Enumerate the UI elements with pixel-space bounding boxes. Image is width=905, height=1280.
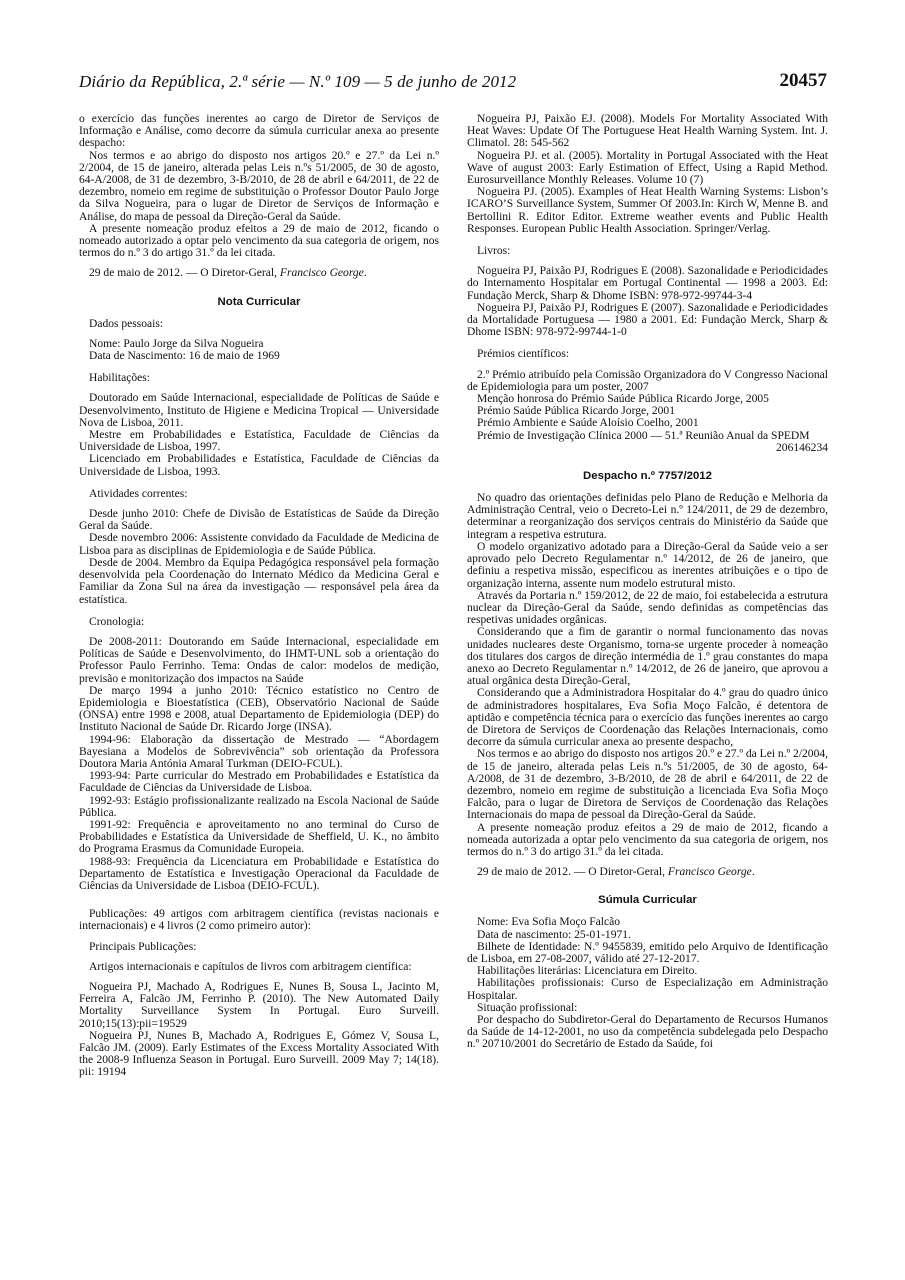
- cronologia-item: 1994-96: Elaboração da dissertação de Mestrado — “Abordagem Bayesiana a Modelos de Sobrevivência” sob orientação da Professora Doutora Maria Antónia Amaral Turkman (DEIO-FCUL).: [79, 733, 439, 770]
- despacho-paragraph: Nos termos e ao abrigo do disposto nos artigos 20.º e 27.º da Lei n.º 2/2004, de 15 de janeiro, alterada pelas Leis n.ºs 51/2005, de 30 de agosto, 64-A/2008, de 31 de dezembro, 3-B/2010, de 28 de abril e 64/2011, de 22 de dezembro, nomeio em regime de substituição a licenciada Eva Sofia Moço Falcão, para o lugar de Diretora de Serviços de Coordenação das Relações Internacionais do mapa de pessoal da Direção-Geral da Saúde.: [467, 748, 829, 822]
- premio-item: Menção honrosa do Prémio Saúde Pública Ricardo Jorge, 2005: [477, 393, 769, 406]
- atividade-item: Desde junho 2010: Chefe de Divisão de Estatísticas de Saúde da Direção Geral da Saúde.: [79, 508, 439, 533]
- sumula-item: Por despacho do Subdiretor-Geral do Departamento de Recursos Humanos da Saúde de 14-12-2001, no uso da competência subdelegada pelo Despacho n.º 20710/2001 do Secretário de Estado da Saúde, foi: [467, 1014, 828, 1051]
- signature-date: 29 de maio de 2012. — O Diretor-Geral,: [477, 866, 668, 879]
- cronologia-label: Cronologia:: [89, 615, 145, 628]
- premios-label: Prémios científicos:: [477, 348, 570, 361]
- cronologia-item: De março 1994 a junho 2010: Técnico estatístico no Centro de Epidemiologia e Bioestatística (CEB), Observatório Nacional de Saúde (ONSA) entre 1998 e 2008, atual Departamento de Epidemiologia (DEP) do Instituto Nacional de Saúde Dr. Ricardo Jorge (INSA).: [79, 684, 439, 734]
- habilitacao-item: Mestre em Probabilidades e Estatística, Faculdade de Ciências da Universidade de Lisboa, 1997.: [79, 429, 439, 454]
- sumula-item: Data de nascimento: 25-01-1971.: [477, 928, 631, 941]
- sumula-item: Nome: Eva Sofia Moço Falcão: [477, 916, 621, 929]
- sumula-heading: Súmula Curricular: [598, 894, 697, 907]
- atividades-label: Atividades correntes:: [89, 487, 188, 500]
- cronologia-item: De 2008-2011: Doutorando em Saúde Internacional, especialidade em Políticas de Saúde e Desenvolvimento, do IHMT-UNL sob a orientação do Professor Paulo Ferrinho. Tema: Ondas de calor: modelos de medição, previsão e monitorização dos impactos na Saúde: [79, 635, 439, 685]
- nota-curricular-heading: Nota Curricular: [217, 295, 301, 308]
- intro-paragraph: o exercício das funções inerentes ao cargo de Diretor de Serviços de Informação e Análise, como decorre da súmula curricular anexa ao presente despacho:: [79, 113, 439, 150]
- journal-title: Diário da República, 2.ª série — N.º 109 — 5 de junho de 2012: [79, 72, 517, 91]
- data-nascimento: Data de Nascimento: 16 de maio de 1969: [89, 350, 280, 363]
- artigo-item: Nogueira PJ. et al. (2005). Mortality in Portugal Associated with the Heat Wave of august 2003: Early Estimation of Effect, Using a Rapid Method. Eurosurveillance Monthly Releases. Volume 10 (7): [467, 149, 828, 187]
- cronologia-item: 1988-93: Frequência da Licenciatura em Probabilidade e Estatística do Departamento de Estatística e Investigação Operacional da Faculdade de Ciências da Universidade de Lisboa (DEIO-FCUL).: [79, 855, 439, 892]
- despacho-paragraph: Considerando que a Administradora Hospitalar do 4.º grau do quadro único de administradores hospitalares, Eva Sofia Moço Falcão, é detentora de aptidão e competência técnica para o exercício das funções inerentes ao cargo de Diretora de Serviços de Coordenação das Relações Internacionais, como decorre da súmula curricular anexa ao presente despacho,: [467, 687, 828, 749]
- reference-code: 206146234: [776, 441, 828, 454]
- artigo-item: Nogueira PJ, Paixão EJ. (2008). Models For Mortality Associated With Heat Waves: Update Of The Portuguese Heat Health Warning System. Int. J. Climatol. 28: 545-562: [467, 113, 828, 150]
- left-column: [79, 113, 439, 1079]
- artigo-item: Nogueira PJ. (2005). Examples of Heat Health Warning Systems: Lisbon’s ICARO’S Surveillance System, Summer Of 2003.In: Kirch W, Menne B. and Bertollini R. Editor Editor. Extreme weather events and Public Health Responses. European Public Health Association. Springer/Verlag.: [467, 186, 828, 235]
- sumula-item: Habilitações profissionais: Curso de Especialização em Administração Hospitalar.: [467, 977, 828, 1002]
- habilitacoes-label: Habilitações:: [89, 372, 150, 385]
- nome: Nome: Paulo Jorge da Silva Nogueira: [89, 337, 264, 350]
- right-column: [467, 113, 828, 1051]
- despacho-heading: Despacho n.º 7757/2012: [583, 470, 712, 483]
- cronologia-item: 1992-93: Estágio profissionalizante realizado na Escola Nacional de Saúde Pública.: [79, 794, 439, 819]
- despacho-paragraph: O modelo organizativo adotado para a Direção-Geral da Saúde veio a ser aprovado pelo Decreto Regulamentar n.º 14/2012, de 26 de janeiro, que definiu a respetiva missão, especificou as inerentes atribuições e o tipo de organização interna, assente num modelo estrutural misto.: [467, 540, 828, 590]
- signature-line: [467, 866, 828, 878]
- habilitacao-item: Doutorado em Saúde Internacional, especialidade de Políticas de Saúde e Desenvolvimento, Instituto de Higiene e Medicina Tropical — Universidade Nova de Lisboa, 2011.: [79, 392, 439, 429]
- artigo-item: Nogueira PJ, Nunes B, Machado A, Rodrigues E, Gómez V, Sousa L, Falcão JM. (2009). Early Estimates of the Excess Mortality Associated With the 2008-9 Influenza Season in Portugal. Euro Surveill. 2009 May 7; 14(18). pii: 19194: [79, 1029, 439, 1079]
- dados-label: Dados pessoais:: [89, 317, 164, 330]
- signatory-name: Francisco George: [279, 267, 364, 280]
- sumula-item: Situação profissional:: [477, 1001, 578, 1014]
- signature-date: 29 de maio de 2012. — O Diretor-Geral,: [89, 267, 280, 280]
- cronologia-item: 1993-94: Parte curricular do Mestrado em Probabilidades e Estatística da Faculdade de Ciências da Universidade de Lisboa.: [79, 770, 439, 795]
- page-number: 20457: [779, 70, 827, 91]
- despacho-paragraph: No quadro das orientações definidas pelo Plano de Redução e Melhoria da Administração Central, veio o Decreto-Lei n.º 124/2011, de 29 de dezembro, determinar a reorganização dos serviços centrais do Ministério da Saúde que integram a respetiva estrutura.: [467, 492, 828, 541]
- signature-end: .: [751, 866, 755, 879]
- signature-line: [79, 267, 439, 279]
- cronologia-item: 1991-92: Frequência e aproveitamento no ano terminal do Curso de Probabilidades e Estatística da Universidade de Sheffield, U. K., no âmbito do Programa Erasmus da Comunidade Europeia.: [79, 818, 439, 856]
- livro-item: Nogueira PJ, Paixão PJ, Rodrigues E (2007). Sazonalidade e Periodicidades da Mortalidade Portuguesa — 1980 a 2001. Ed: Fundação Merck, Sharp & Dhome ISBN: 978-972-99744-1-0: [467, 301, 828, 339]
- publicacoes-summary: Publicações: 49 artigos com arbitragem científica (revistas nacionais e internacionais) e 4 livros (2 como primeiro autor):: [79, 908, 439, 933]
- despacho-paragraph: A presente nomeação produz efeitos a 29 de maio de 2012, ficando a nomeada autorizada a optar pelo vencimento da sua categoria de origem, nos termos do n.º 3 do artigo 31.º da lei citada.: [467, 821, 828, 858]
- habilitacao-item: Licenciado em Probabilidades e Estatística, Faculdade de Ciências da Universidade de Lisboa, 1993.: [79, 453, 439, 478]
- signature-end: .: [363, 267, 367, 280]
- premio-item: Prémio Ambiente e Saúde Aloísio Coelho, 2001: [477, 417, 699, 430]
- livros-label: Livros:: [477, 245, 511, 258]
- sumula-item: Habilitações literárias: Licenciatura em Direito.: [477, 965, 698, 978]
- legal-basis-paragraph: Nos termos e ao abrigo do disposto nos artigos 20.º e 27.º da Lei n.º 2/2004, de 15 de janeiro, alterada pelas Leis n.ºs 51/2005, de 30 de agosto, 64-A/2008, de 31 de dezembro, 3-B/2010, de 28 de abril e 64/2011, de 22 de dezembro, nomeio em regime de substituição o Professor Doutor Paulo Jorge da Silva Nogueira, para o lugar de Diretor de Serviços de Informação e Análise, do mapa de pessoal da Direção-Geral da Saúde.: [79, 149, 439, 223]
- livro-item: Nogueira PJ, Paixão PJ, Rodrigues E (2008). Sazonalidade e Periodicidades do Internamento Hospitalar em Portugal Continental — 1998 a 2003. Ed: Fundação Merck, Sharp & Dhome ISBN: 978-972-99744-3-4: [467, 265, 828, 302]
- sumula-item: Bilhete de Identidade: N.º 9455839, emitido pelo Arquivo de Identificação de Lisboa, em 27-08-2007, válido até 27-12-2017.: [467, 940, 828, 965]
- atividade-item: Desde de 2004. Membro da Equipa Pedagógica responsável pela formação desenvolvida pela Coordenação do Internato Médico da Medicina Geral e Familiar da Zona Sul na área da investigação — responsável pela área da estatística.: [79, 556, 439, 606]
- artigo-item: Nogueira PJ, Machado A, Rodrigues E, Nunes B, Sousa L, Jacinto M, Ferreira A, Falcão JM, Ferrinho P. (2010). The New Automated Daily Mortality Surveillance System In Portugal. Euro Surveill. 2010;15(13):pii=19529: [79, 980, 439, 1030]
- premio-item: 2.º Prémio atribuído pela Comissão Organizadora do V Congresso Nacional de Epidemiologia para um poster, 2007: [467, 368, 828, 393]
- signatory-name: Francisco George: [667, 866, 752, 879]
- premio-item: Prémio de Investigação Clínica 2000 — 51.ª Reunião Anual da SPEDM: [477, 429, 810, 442]
- effects-paragraph: A presente nomeação produz efeitos a 29 de maio de 2012, ficando o nomeado autorizado a optar pelo vencimento da sua categoria de origem, nos termos do n.º 3 do artigo 31.º da lei citada.: [79, 222, 439, 260]
- artigos-label: Artigos internacionais e capítulos de livros com arbitragem científica:: [89, 960, 412, 973]
- despacho-paragraph: Através da Portaria n.º 159/2012, de 22 de maio, foi estabelecida a estrutura nuclear da Direção-Geral da Saúde, sendo definidas as competências das respetivas unidades orgânicas.: [467, 589, 828, 627]
- page-header: [79, 70, 827, 96]
- despacho-paragraph: Considerando que a fim de garantir o normal funcionamento das novas unidades nucleares deste Organismo, torna-se urgente proceder à nomeação dos titulares dos cargos de direção intermédia de 1.º grau constantes do mapa anexo ao Decreto Regulamentar n.º 14/2012, de 26 de janeiro, que aprovou a atual orgânica desta Direção-Geral,: [467, 626, 828, 688]
- atividade-item: Desde novembro 2006: Assistente convidado da Faculdade de Medicina de Lisboa para as disciplinas de Epidemiologia e de Saúde Pública.: [79, 532, 439, 557]
- premio-item: Prémio Saúde Pública Ricardo Jorge, 2001: [477, 405, 675, 418]
- principais-label: Principais Publicações:: [89, 940, 197, 953]
